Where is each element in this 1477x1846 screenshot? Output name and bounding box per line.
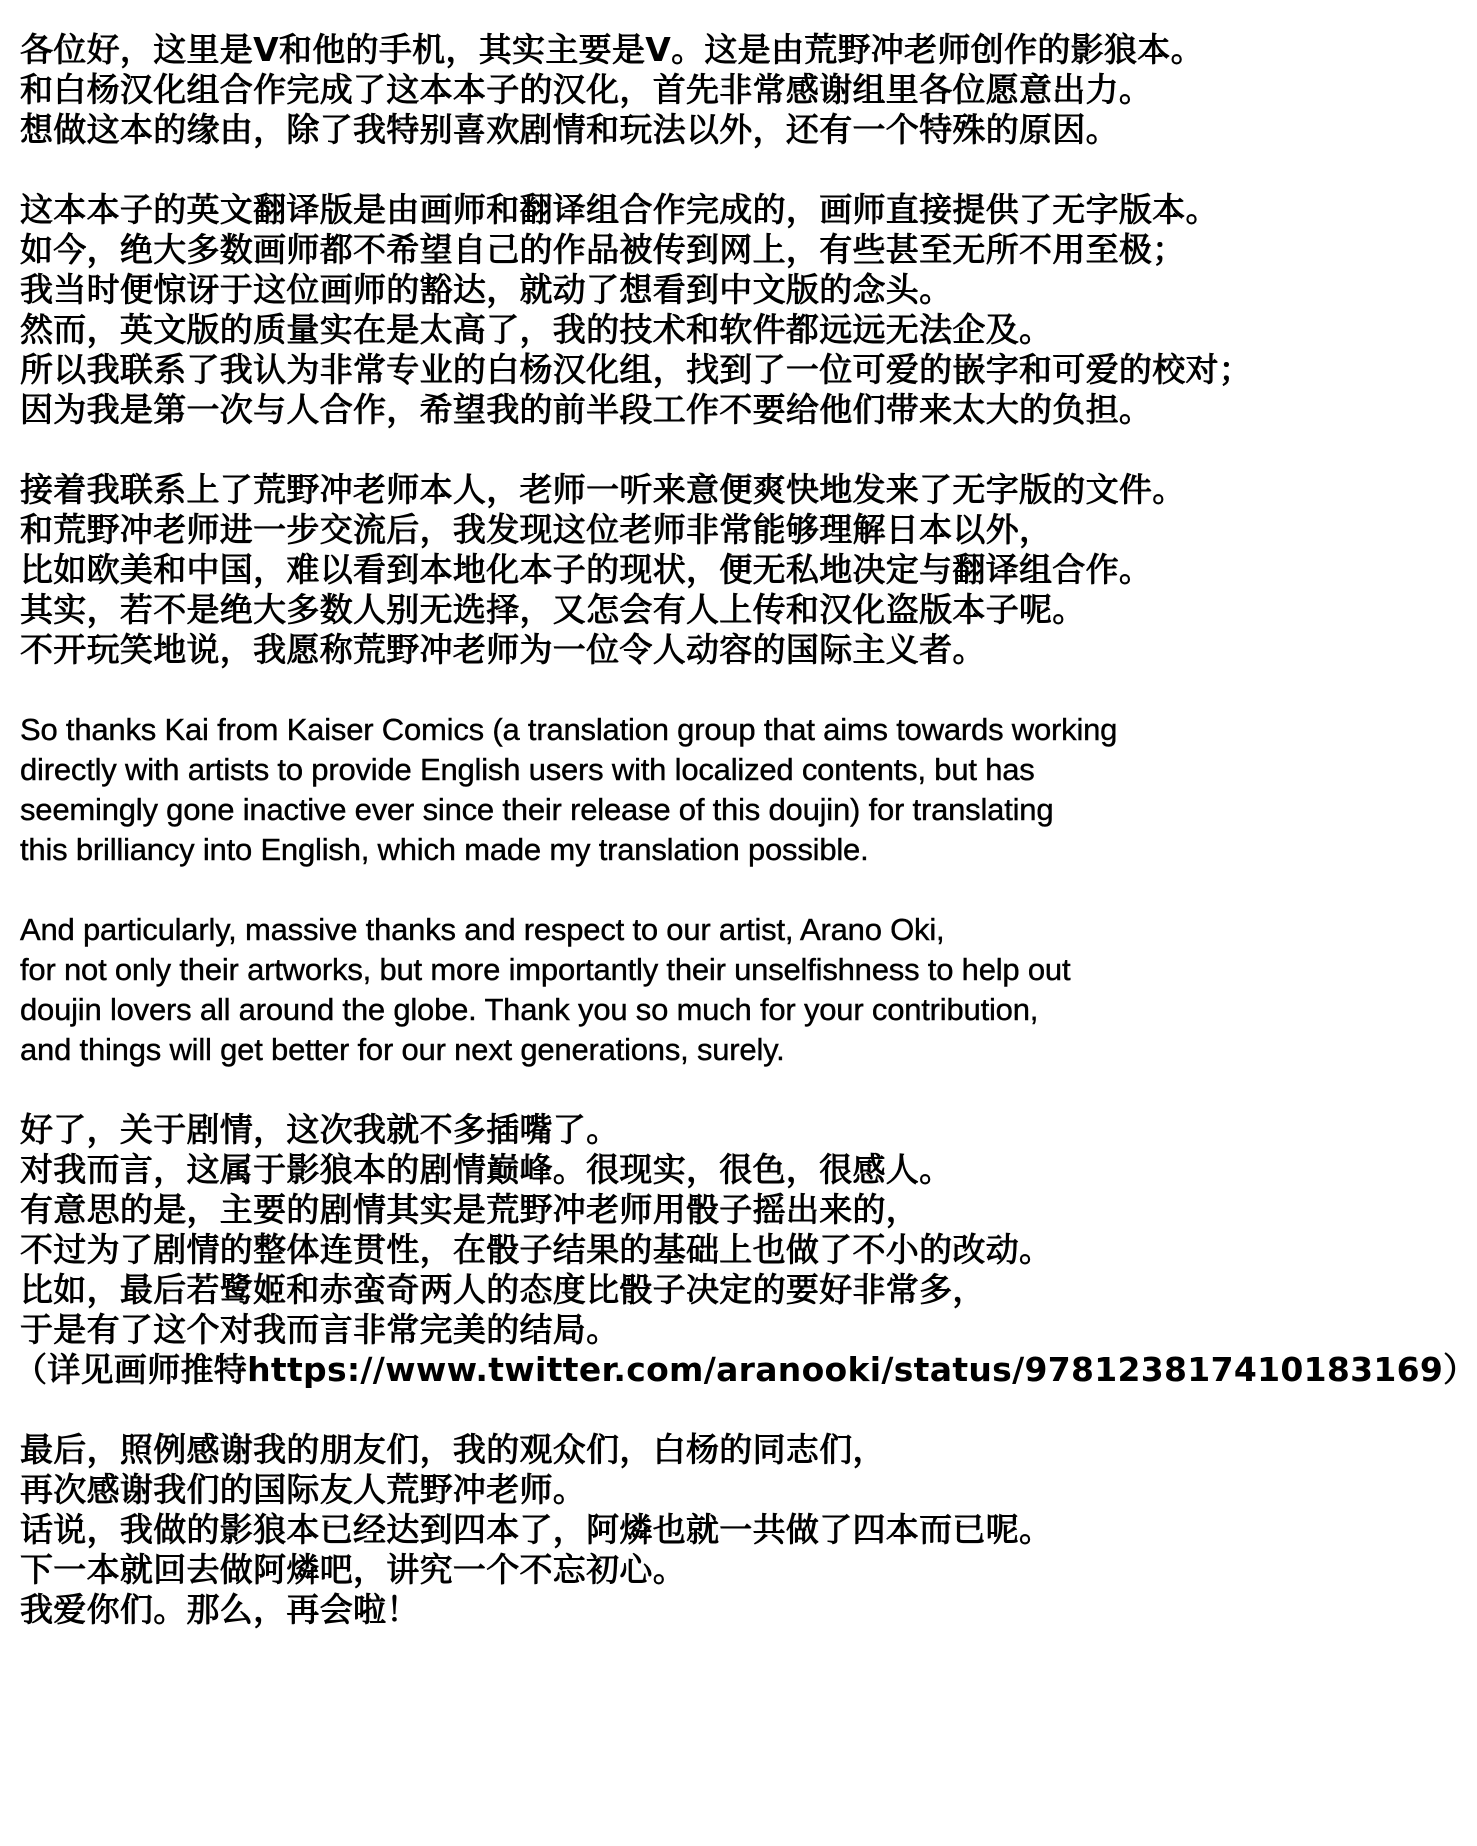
text-line: 这本本子的英文翻译版是由画师和翻译组合作完成的，画师直接提供了无字版本。 (20, 190, 1219, 229)
text-line: 对我而言，这属于影狼本的剧情巅峰。很现实，很色，很感人。 (20, 1150, 953, 1189)
text-line: So thanks Kai from Kaiser Comics (a translation group that aims towards working (20, 712, 1118, 747)
text-line: 因为我是第一次与人合作，希望我的前半段工作不要给他们带来太大的负担。 (20, 390, 1153, 429)
text-line: 和荒野冲老师进一步交流后，我发现这位老师非常能够理解日本以外， (20, 510, 1053, 549)
text-line: 然而，英文版的质量实在是太高了，我的技术和软件都远远无法企及。 (20, 310, 1053, 349)
paragraph-intro (20, 30, 1280, 150)
paragraph-artist-contact (20, 470, 1280, 670)
text-line: 比如欧美和中国，难以看到本地化本子的现状，便无私地决定与翻译组合作。 (20, 550, 1153, 589)
text-line: 最后，照例感谢我的朋友们，我的观众们，白杨的同志们， (20, 1430, 886, 1469)
paragraph-reason (20, 190, 1280, 430)
text-line: and things will get better for our next generations, surely. (20, 1032, 785, 1067)
text-line: 再次感谢我们的国际友人荒野冲老师。 (20, 1470, 587, 1509)
paragraph-closing (20, 1430, 1280, 1630)
text-line: doujin lovers all around the globe. Thank you so much for your contribution, (20, 992, 1039, 1027)
text-line: 我爱你们。那么，再会啦！ (20, 1590, 420, 1629)
text-line: 于是有了这个对我而言非常完美的结局。 (20, 1310, 620, 1349)
twitter-reference-line: （详见画师推特https://www.twitter.com/aranooki/status/978123817410183169） (14, 1350, 1477, 1389)
text-line: 我当时便惊讶于这位画师的豁达，就动了想看到中文版的念头。 (20, 270, 953, 309)
text-line: 所以我联系了我认为非常专业的白杨汉化组，找到了一位可爱的嵌字和可爱的校对； (20, 350, 1253, 389)
afterword-document (14, 30, 1477, 1670)
text-line: 话说，我做的影狼本已经达到四本了，阿燐也就一共做了四本而已呢。 (20, 1510, 1053, 1549)
text-line: directly with artists to provide English users with localized contents, but has (20, 752, 1035, 787)
text-line: 比如，最后若鹭姬和赤蛮奇两人的态度比骰子决定的要好非常多， (20, 1270, 986, 1309)
text-line: 好了，关于剧情，这次我就不多插嘴了。 (20, 1110, 620, 1149)
text-line: seemingly gone inactive ever since their release of this doujin) for translating (20, 792, 1054, 827)
text-line: 不过为了剧情的整体连贯性，在骰子结果的基础上也做了不小的改动。 (20, 1230, 1053, 1269)
text-line: 不开玩笑地说，我愿称荒野冲老师为一位令人动容的国际主义者。 (20, 630, 986, 669)
paragraph-story (14, 1110, 1477, 1390)
text-line: 下一本就回去做阿燐吧，讲究一个不忘初心。 (20, 1550, 686, 1589)
text-line: this brilliancy into English, which made my translation possible. (20, 832, 869, 867)
paragraph-thanks-translator (20, 710, 1280, 870)
text-line: 有意思的是，主要的剧情其实是荒野冲老师用骰子摇出来的， (20, 1190, 920, 1229)
text-line: 各位好，这里是V和他的手机，其实主要是V。这是由荒野冲老师创作的影狼本。 (20, 30, 1204, 69)
paragraph-thanks-artist (20, 910, 1280, 1070)
text-line: 接着我联系上了荒野冲老师本人，老师一听来意便爽快地发来了无字版的文件。 (20, 470, 1186, 509)
text-line: 其实，若不是绝大多数人别无选择，又怎会有人上传和汉化盗版本子呢。 (20, 590, 1086, 629)
text-line: 和白杨汉化组合作完成了这本本子的汉化，首先非常感谢组里各位愿意出力。 (20, 70, 1153, 109)
text-line: 想做这本的缘由，除了我特别喜欢剧情和玩法以外，还有一个特殊的原因。 (20, 110, 1119, 149)
text-line: And particularly, massive thanks and respect to our artist, Arano Oki, (20, 912, 945, 947)
text-line: 如今，绝大多数画师都不希望自己的作品被传到网上，有些甚至无所不用至极； (20, 230, 1186, 269)
text-line: for not only their artworks, but more importantly their unselfishness to help out (20, 952, 1071, 987)
